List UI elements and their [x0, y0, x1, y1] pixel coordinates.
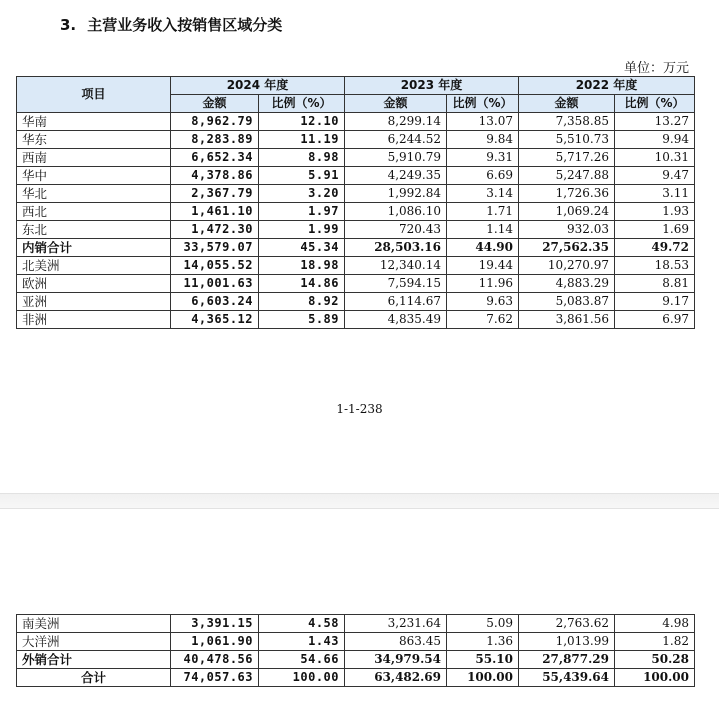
row-label: 外销合计: [17, 651, 171, 669]
amount-cell: 2,367.79: [171, 185, 259, 203]
amount-cell: 863.45: [345, 633, 447, 651]
ratio-cell: 1.97: [259, 203, 345, 221]
amount-cell: 12,340.14: [345, 257, 447, 275]
ratio-cell: 100.00: [259, 669, 345, 687]
row-label: 北美洲: [17, 257, 171, 275]
amount-cell: 1,726.36: [519, 185, 615, 203]
section-number: 3.: [60, 16, 77, 34]
row-label: 内销合计: [17, 239, 171, 257]
page-separator: [0, 493, 719, 509]
table-row: [17, 275, 695, 293]
row-label: 大洋洲: [17, 633, 171, 651]
table-row: [17, 257, 695, 275]
amount-cell: 3,231.64: [345, 615, 447, 633]
table-row: [17, 633, 695, 651]
ratio-cell: 18.98: [259, 257, 345, 275]
ratio-cell: 5.91: [259, 167, 345, 185]
ratio-cell: 6.97: [615, 311, 695, 329]
amount-cell: 7,594.15: [345, 275, 447, 293]
amount-cell: 40,478.56: [171, 651, 259, 669]
amount-cell: 1,086.10: [345, 203, 447, 221]
amount-cell: 4,378.86: [171, 167, 259, 185]
table-row: [17, 293, 695, 311]
header-amount: 金额: [519, 95, 615, 113]
amount-cell: 55,439.64: [519, 669, 615, 687]
ratio-cell: 9.94: [615, 131, 695, 149]
header-row-years: [17, 77, 695, 95]
ratio-cell: 7.62: [447, 311, 519, 329]
ratio-cell: 49.72: [615, 239, 695, 257]
header-year-2022: 2022 年度: [519, 77, 695, 95]
ratio-cell: 8.98: [259, 149, 345, 167]
amount-cell: 6,603.24: [171, 293, 259, 311]
row-label: 南美洲: [17, 615, 171, 633]
header-ratio: 比例（%）: [615, 95, 695, 113]
amount-cell: 8,283.89: [171, 131, 259, 149]
table-row: [17, 113, 695, 131]
ratio-cell: 1.43: [259, 633, 345, 651]
ratio-cell: 8.81: [615, 275, 695, 293]
amount-cell: 5,717.26: [519, 149, 615, 167]
amount-cell: 7,358.85: [519, 113, 615, 131]
ratio-cell: 1.82: [615, 633, 695, 651]
revenue-by-region-table: [16, 76, 695, 329]
table-row: [17, 239, 695, 257]
row-label: 西南: [17, 149, 171, 167]
page-number: 1-1-238: [336, 402, 383, 416]
table-row: [17, 615, 695, 633]
row-label: 亚洲: [17, 293, 171, 311]
section-heading: [60, 14, 282, 35]
amount-cell: 5,247.88: [519, 167, 615, 185]
amount-cell: 2,763.62: [519, 615, 615, 633]
amount-cell: 1,069.24: [519, 203, 615, 221]
amount-cell: 4,249.35: [345, 167, 447, 185]
header-year-2023: 2023 年度: [345, 77, 519, 95]
ratio-cell: 5.89: [259, 311, 345, 329]
amount-cell: 63,482.69: [345, 669, 447, 687]
amount-cell: 6,652.34: [171, 149, 259, 167]
ratio-cell: 45.34: [259, 239, 345, 257]
amount-cell: 11,001.63: [171, 275, 259, 293]
header-ratio: 比例（%）: [259, 95, 345, 113]
amount-cell: 74,057.63: [171, 669, 259, 687]
row-label: 华东: [17, 131, 171, 149]
ratio-cell: 100.00: [447, 669, 519, 687]
ratio-cell: 18.53: [615, 257, 695, 275]
table-row: [17, 203, 695, 221]
amount-cell: 5,510.73: [519, 131, 615, 149]
unit-label: 单位：万元: [623, 61, 689, 76]
ratio-cell: 3.14: [447, 185, 519, 203]
amount-cell: 3,391.15: [171, 615, 259, 633]
amount-cell: 1,992.84: [345, 185, 447, 203]
amount-cell: 3,861.56: [519, 311, 615, 329]
header-year-2024: 2024 年度: [171, 77, 345, 95]
ratio-cell: 10.31: [615, 149, 695, 167]
ratio-cell: 55.10: [447, 651, 519, 669]
amount-cell: 10,270.97: [519, 257, 615, 275]
ratio-cell: 4.58: [259, 615, 345, 633]
amount-cell: 8,299.14: [345, 113, 447, 131]
row-label: 华中: [17, 167, 171, 185]
amount-cell: 4,835.49: [345, 311, 447, 329]
section-title: 主营业务收入按销售区域分类: [87, 16, 283, 34]
ratio-cell: 50.28: [615, 651, 695, 669]
table-row: [17, 669, 695, 687]
header-amount: 金额: [171, 95, 259, 113]
ratio-cell: 9.63: [447, 293, 519, 311]
row-label: 西北: [17, 203, 171, 221]
table-row: [17, 167, 695, 185]
amount-cell: 27,877.29: [519, 651, 615, 669]
header-item: 项目: [17, 77, 171, 113]
row-label: 东北: [17, 221, 171, 239]
ratio-cell: 44.90: [447, 239, 519, 257]
amount-cell: 27,562.35: [519, 239, 615, 257]
amount-cell: 34,979.54: [345, 651, 447, 669]
amount-cell: 14,055.52: [171, 257, 259, 275]
amount-cell: 28,503.16: [345, 239, 447, 257]
ratio-cell: 3.20: [259, 185, 345, 203]
row-label: 华南: [17, 113, 171, 131]
ratio-cell: 5.09: [447, 615, 519, 633]
amount-cell: 5,083.87: [519, 293, 615, 311]
table-row: [17, 131, 695, 149]
amount-cell: 33,579.07: [171, 239, 259, 257]
ratio-cell: 13.27: [615, 113, 695, 131]
amount-cell: 1,472.30: [171, 221, 259, 239]
ratio-cell: 9.17: [615, 293, 695, 311]
revenue-by-region-table-continued: [16, 614, 695, 687]
ratio-cell: 9.47: [615, 167, 695, 185]
ratio-cell: 1.99: [259, 221, 345, 239]
ratio-cell: 1.14: [447, 221, 519, 239]
row-label: 非洲: [17, 311, 171, 329]
table-row: [17, 149, 695, 167]
amount-cell: 720.43: [345, 221, 447, 239]
table-row: [17, 651, 695, 669]
ratio-cell: 1.36: [447, 633, 519, 651]
table-row: [17, 185, 695, 203]
ratio-cell: 3.11: [615, 185, 695, 203]
amount-cell: 932.03: [519, 221, 615, 239]
amount-cell: 1,061.90: [171, 633, 259, 651]
ratio-cell: 6.69: [447, 167, 519, 185]
ratio-cell: 12.10: [259, 113, 345, 131]
row-label: 欧洲: [17, 275, 171, 293]
amount-cell: 1,461.10: [171, 203, 259, 221]
amount-cell: 1,013.99: [519, 633, 615, 651]
amount-cell: 6,114.67: [345, 293, 447, 311]
row-label: 华北: [17, 185, 171, 203]
header-ratio: 比例（%）: [447, 95, 519, 113]
row-label: 合计: [17, 669, 171, 687]
ratio-cell: 100.00: [615, 669, 695, 687]
ratio-cell: 14.86: [259, 275, 345, 293]
amount-cell: 6,244.52: [345, 131, 447, 149]
ratio-cell: 9.84: [447, 131, 519, 149]
table-row: [17, 311, 695, 329]
amount-cell: 8,962.79: [171, 113, 259, 131]
ratio-cell: 13.07: [447, 113, 519, 131]
ratio-cell: 8.92: [259, 293, 345, 311]
table-row: [17, 221, 695, 239]
amount-cell: 4,365.12: [171, 311, 259, 329]
ratio-cell: 4.98: [615, 615, 695, 633]
ratio-cell: 19.44: [447, 257, 519, 275]
header-amount: 金额: [345, 95, 447, 113]
ratio-cell: 54.66: [259, 651, 345, 669]
ratio-cell: 1.71: [447, 203, 519, 221]
ratio-cell: 1.69: [615, 221, 695, 239]
ratio-cell: 1.93: [615, 203, 695, 221]
ratio-cell: 11.19: [259, 131, 345, 149]
amount-cell: 5,910.79: [345, 149, 447, 167]
ratio-cell: 11.96: [447, 275, 519, 293]
amount-cell: 4,883.29: [519, 275, 615, 293]
ratio-cell: 9.31: [447, 149, 519, 167]
